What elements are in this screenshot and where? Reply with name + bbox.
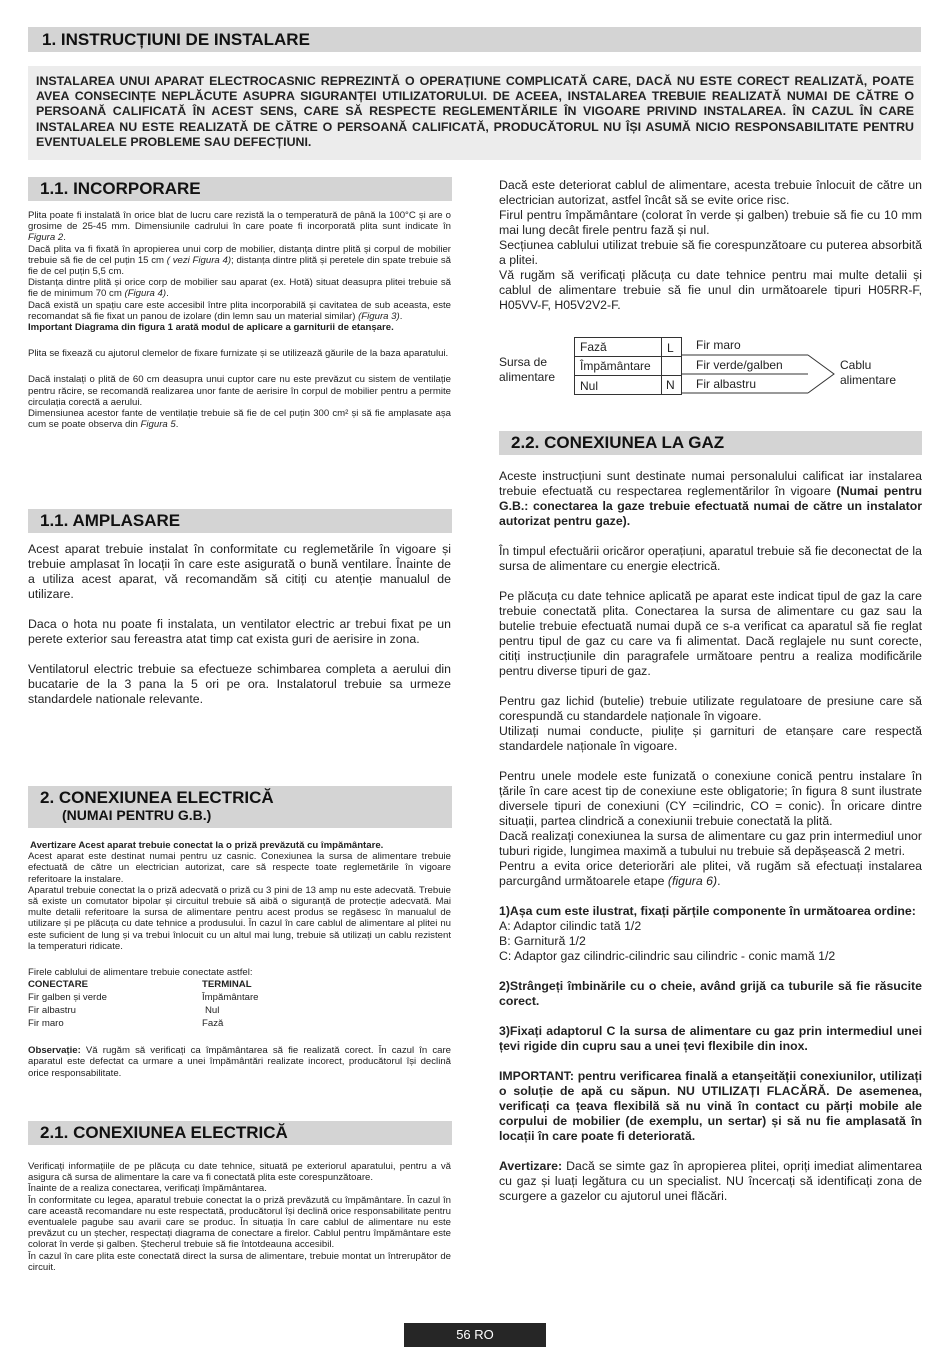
terminal-cell: Nul [205,1005,220,1017]
table-row [28,1017,451,1030]
gaz-text: Utilizați numai conducte, piulițe și garnituri de etanșare care respectă standardele naționale în vigoare. [499,724,922,753]
incorporare-text: . [166,288,169,300]
terminal-name: Împământare [580,359,651,373]
incorporare-text: Plita se fixează cu ajutorul clemelor de fixare furnizate și se utilizează găurile de la baza aparatului. [28,348,449,360]
section-title-electric [28,786,452,828]
terminal-code: L [667,341,674,355]
electric-title: 2. CONEXIUNEA ELECTRICĂ [40,788,274,807]
gaz-text: Aceste instrucțiuni sunt destinate numai personalului calificat iar instalarea trebuie efectuată cu respectarea reglementărilor în vigoare [499,469,922,498]
terminal-cell: Fază [202,1018,224,1030]
cable-text: Secțiunea cablului utilizat trebuie să fie corespunzătoare cu puterea absorbită a plitei. [499,238,922,267]
electric-21-body [28,1161,451,1273]
section-title-amplasare: 1.1. AMPLASARE [28,509,452,533]
amplasare-body [28,542,451,707]
gaz-text: . [717,874,721,888]
incorporare-text: Dacă plita va fi fixată în apropierea unui corp de mobilier, distanța dintre plită și corpul de mobilier trebuie să fie de cel puțin 15 cm [28,243,451,266]
section-title-incorporare: 1.1. INCORPORARE [28,177,452,201]
gaz-text: Dacă realizați conexiunea la sursa de alimentare cu gaz prin intermediul unor tuburi rigide, lungimea maximă a tubului nu trebuie să depășească 2 metri. [499,829,922,858]
gaz-text: Pentru a evita orice deteriorări ale plitei, vă rugăm să efectuați instalarea parcurgând următoarele etape [499,859,922,888]
cable-text: Firul pentru împământare (colorat în verde și galben) trebuie să fie cu 10 mm mai lung decât firele pentru fază și nul. [499,208,922,237]
electric-body [28,840,451,1079]
incorporare-text: Dimensiunea acestor fante de ventilație trebuie să fie de cel puțin 300 cm² și să fie amplasate așa cum se poate observa din [28,408,451,431]
divider [661,338,662,394]
gaz-body [499,469,922,1204]
gaz-text: În timpul efectuării oricăror operațiuni, aparatul trebuie să fie deconectat de la sursa de alimentare cu energie electrică. [499,544,922,573]
cable-text: Dacă este deteriorat cablul de alimentare, acesta trebuie înlocuit de către un electrician autorizat, astfel încât să se evite orice risc. [499,178,922,207]
wire-label: Fir verde/galben [696,358,783,372]
section-title-gaz: 2.2. CONEXIUNEA LA GAZ [499,431,922,455]
gaz-step-item: A: Adaptor cilindic tată 1/2 [499,919,642,933]
wire-cell: Fir galben și verde [28,992,107,1004]
wiring-source-label: Sursa de alimentare [499,355,556,384]
note-text: Vă rugăm să verificați ca împământarea să fie realizată corect. În cazul în care aparatul este defectat ca urmare a unei împământări realizate incorect, producătorul își declină orice responsabilitate. [28,1045,451,1079]
terminal-name: Fază [580,340,607,354]
wire-label: Fir maro [696,338,741,352]
wire-label: Fir albastru [696,377,757,391]
gaz-text: Pe plăcuța cu date tehnice aplicată pe aparat este indicat tipul de gaz la care trebuie conectată plita. Conectarea la sursa de alimentare cu gaz sau la butelie trebuie efectuată numai după ce s-a verificat ca aparatul să fie reglat pentru tipul de gaz cu care va fi alimentat. Dacă reglajele nu sunt corecte, citiți instrucțiunile din paragrafele următoare pentru a realiza modificările pentru diverse tipuri de gaz. [499,589,922,678]
wire-cell: Fir albastru [28,1005,76,1017]
gaz-step: 1)Așa cum este ilustrat, fixați părțile componente în următoarea ordine: [499,904,916,918]
electric-21-text: În cazul în care plita este conectată direct la sursa de alimentare, trebuie montat un întrerupător de circuit. [28,1250,451,1273]
terminal-cell: Împământare [202,992,259,1004]
amplasare-text: Ventilatorul electric trebuie sa efectueze schimbarea completa a aerului din bucatarie de la 3 pana la 5 ori pe ora. Instalatorul trebuie sa urmeze standardele nationale relevante. [28,662,451,706]
figure-ref: (figura 6) [667,874,718,888]
gaz-step: 2)Strângeți îmbinările cu o cheie, având grijă ca tuburile să fie răsucite corect. [499,979,922,1008]
wire-cell: Fir maro [28,1018,64,1030]
gaz-step-item: B: Garnitură 1/2 [499,934,586,948]
cable-label: Cablu alimentare [840,358,897,387]
divider [575,375,681,376]
figure-ref: Figura 2 [28,232,64,244]
figure-ref: Figura 5 [140,419,176,431]
amplasare-text: Acest aparat trebuie instalat în conformitate cu reglemetările în vigoare și trebuie amplasat în locații în care este asigurată o bună ventilare. Înainte de a utiliza acest aparat, vă recomandăm să citiți cu atenție manualul de utilizare. [28,542,451,601]
wires-table [28,978,451,1030]
section-title-electric-21: 2.1. CONEXIUNEA ELECTRICĂ [28,1121,452,1145]
incorporare-text: Plita poate fi instalată în orice blat de lucru care rezistă la o temperatură de până la 100°C și are o grosime de 25-45 mm. Dimensiunile cadrului în care poate fi incorporată plita sunt indicate în [28,210,451,233]
cable-text: Vă rugăm să verificați plăcuța cu date tehnice pentru mai multe detalii și cablul de alimentare trebuie să fie unul din următoarele tipuri H05RR-F, H05VV-F, H05V2V2-F. [499,268,922,312]
gaz-step: 3)Fixați adaptorul C la sursa de alimentare cu gaz prin intermediul unei țevi rigide din cupru sau a unei țevi flexibile din inox. [499,1024,922,1053]
incorporare-text: ; distanța dintre plită și peretele din spate trebuie să fie de cel puțin 5,5 cm. [28,254,451,278]
terminal-name: Nul [580,379,599,393]
incorporare-body [28,210,451,430]
gaz-text: Pentru unele modele este funizată o conexiune conică pentru instalare în țările în care acest tip de conexiune este obligatorie; în figura 8 sunt ilustrate diversele tipuri de conexiuni (CY =cilindric, CO = conic). În oricare dintre situații, partea clindrică a conexiunii trebuie conectată la plită. [499,769,922,828]
table-row [28,991,451,1004]
wiring-terminal-block [574,337,682,395]
installation-warning: INSTALAREA UNUI APARAT ELECTROCASNIC REPREZINTĂ O OPERAȚIUNE COMPLICATĂ CARE, DACĂ NU ESTE CORECT REALIZATĂ, POATE AVEA CONSECINȚE NEPLĂCUTE ASUPRA SIGURANȚEI UTILIZATORULUI. DE ACEEA, INSTALAREA TREBUIE REALIZATĂ NUMAI DE CĂTRE O PERSOANĂ CALIFICATĂ ÎN ACEST SENS, CARE SĂ RESPECTE REGLEMENTĂRILE ÎN VIGOARE PRIVIND INSTALAREA. ÎN CAZUL ÎN CARE INSTALAREA NU ESTE REALIZATĂ DE CĂTRE O PERSOANĂ CALIFICATĂ, PRODUCĂTORUL NU ÎȘI ASUMĂ NICIO RESPONSABILITATE PENTRU EVENTUALELE PROBLEME SAU DEFECȚIUNI. [28,66,921,160]
gaz-warning-label: Avertizare: [499,1159,563,1173]
electric-21-text: Verificați informațiile de pe plăcuța cu date tehnice, situată pe exteriorul aparatului, pentru a vă asigura că sursa de alimentare la care va fi conectată plita este corespunzătoare. [28,1161,451,1184]
section-title-installation: 1. INSTRUCȚIUNI DE INSTALARE [28,27,921,52]
figure-ref: (Figura 4) [124,288,167,300]
col-header-terminal: TERMINAL [202,979,252,991]
incorporare-text: Dacă există un spațiu care este accesibil între plita incorporabilă și cavitatea de sub aceasta, este recomandat să fie fixat un panou de izolare (din lemn sau un material similar) [28,299,451,322]
gaz-text: Pentru gaz lichid (butelie) trebuie utilizate regulatoare de presiune care să corespundă cu standardele naționale în vigoare. [499,694,922,723]
divider [575,356,681,357]
terminal-code: N [666,378,675,392]
gaz-warning-text: Dacă se simte gaz în apropierea plitei, opriți imediat alimentarea cu gaz și luați legătura cu un specialist. NU încercați să identificați zona de scurgere a gazelor cu ajutorul unei flăcări. [499,1159,922,1203]
gaz-important: IMPORTANT: pentru verificarea finală a etanșeității conexiunilor, utilizați o soluție de apă cu săpun. NU UTILIZAȚI FLACĂRĂ. De asemenea, verificați ca țeava flexibilă să nu vină în contact cu părți mobile ale corpului de mobilier (de exemplu, un sertar) și să nu fie amplasată în locații în care poate fi deteriorată. [499,1069,922,1143]
electric-subtitle: (NUMAI PENTRU G.B.) [62,807,212,823]
wire-merge-arrow [808,355,834,393]
gaz-text-bold: (Numai pentru G.B.: conectarea la gaze trebuie efectuată numai de către un instalator autorizat pentru gaze). [499,484,922,528]
figure-ref: (Figura 3) [358,310,400,322]
gaz-step-item: C: Adaptor gaz cilindric-cilindric sau cilindric - conic mamă 1/2 [499,949,836,963]
page-number: 56 RO [404,1323,546,1347]
electric-21-text: În conformitate cu legea, aparatul trebuie conectat la o priză prevăzută cu împământare. În cazul în care această recomandare nu este respectată, producătorul își declină orice responsabilitate pentru eventualele pagube sau avarii care se produc. În situația în care cablul de alimentare nu este prevăzut cu un ștecher, respectați diagrama de conectare a firelor. Cablul pentru împământare este colorat în verde și galben. Ștecherul trebuie să fie întotdeauna accesibil. [28,1194,451,1251]
col-header-conectare: CONECTARE [28,979,89,991]
electric-text: Acest aparat este destinat numai pentru uz casnic. Conexiunea la sursa de alimentare trebuie efectuată de către un electrician autorizat, care să respecte toate reglemetările în vigoare referitoare la instalare. [28,851,451,885]
electric-21-text: Înainte de a realiza conectarea, verificați împământarea. [28,1183,267,1195]
incorporare-text: . [63,232,66,244]
amplasare-text: Daca o hota nu poate fi instalata, un ventilator electric ar trebui fixat pe un perete exterior sau fereastra atat timp cat exista guri de aerisire in zona. [28,617,451,646]
note-label: Observație: [28,1045,81,1057]
cable-info [499,178,922,313]
incorporare-text: . [399,310,403,322]
incorporare-text: Dacă instalați o plită de 60 cm deasupra unui cuptor care nu este prevăzut cu sistem de ventilație pentru răcire, se recomandă realizarea unor fante de aerisire în corpul de mobilier pentru a permite circulația corectă a aerului. [28,374,451,408]
wires-table-header [28,978,451,991]
figure-ref: ( vezi Figura 4) [166,254,232,266]
table-row [28,1004,451,1017]
incorporare-important: Important Diagrama din figura 1 arată modul de aplicare a garniturii de etanșare. [28,322,394,334]
electric-warning: Avertizare Acest aparat trebuie conectat la o priză prevăzută cu împământare. [30,840,384,851]
incorporare-text: Distanța dintre plită și orice corp de mobilier sau aparat (ex. Hotă) situat deasupra plitei trebuie să fie de minimum 70 cm [28,277,451,300]
electric-text: Aparatul trebuie conectat la o priză adecvată o priză cu 3 pini de 13 amp nu este adecvată. Trebuie să existe un comutator bipolar și circuitul trebuie să aibă o siguranță de protecție adecvată. Mai multe detalii referitoare la sursa de alimentare pentru acest produs se regăsesc în manualul de utilizare și pe plăcuța cu date tehnice a produsului. În cazul în care cablul de alimentare al plitei nu este suficient de lung și va trebui înlocuit cu un altul mai lung, trebuie să utilizați un cablu rezistent la temperaturi ridicate. [28,884,451,952]
wires-intro: Firele cablului de alimentare trebuie conectate astfel: [28,967,253,979]
incorporare-text: . [175,419,179,431]
